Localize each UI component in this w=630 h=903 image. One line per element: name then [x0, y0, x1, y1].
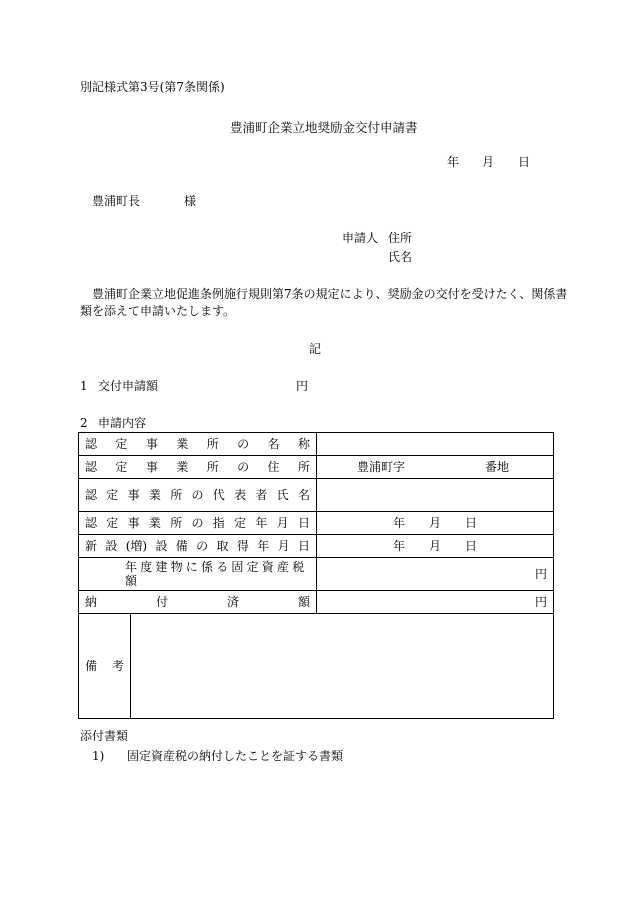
application-table [78, 432, 554, 719]
designation-day: 日 [465, 516, 478, 530]
row-label-representative: 認 定 事 業 所 の 代 表 者 氏 名 [79, 479, 317, 512]
facility-name-value[interactable] [317, 433, 554, 456]
row-label-acquisition-date: 新 設 (増) 設 備 の 取 得 年 月 日 [79, 535, 317, 558]
designation-month: 月 [429, 516, 442, 530]
address-town-label: 豊浦町字 [357, 460, 406, 474]
table-row [79, 535, 554, 558]
paid-amount-value[interactable] [317, 591, 554, 614]
table-row [79, 479, 554, 512]
item1-number: 1 [80, 379, 88, 393]
date-day: 日 [518, 155, 531, 169]
date-month: 月 [482, 155, 495, 169]
form-number: 別記様式第3号(第7条関係) [80, 80, 225, 94]
applicant-address-label: 住所 [388, 231, 413, 245]
row-label-designation-date: 認 定 事 業 所 の 指 定 年 月 日 [79, 512, 317, 535]
row-label-remarks: 備 考 [79, 614, 131, 719]
date-year: 年 [447, 155, 460, 169]
remarks-value[interactable] [131, 614, 554, 719]
applicant-label: 申請人 [342, 231, 379, 245]
ki-heading: 記 [309, 342, 322, 356]
representative-value[interactable] [317, 479, 554, 512]
row-label-facility-address: 認 定 事 業 所 の 住 所 [79, 456, 317, 479]
table-row [79, 558, 554, 591]
row-label-paid-amount: 納 付 済 額 [79, 591, 317, 614]
addressee-honorific: 様 [184, 194, 197, 208]
item2-number: 2 [80, 416, 88, 430]
body-text-line2: 類を添えて申請いたします。 [80, 304, 236, 318]
table-row [79, 512, 554, 535]
table-row [79, 456, 554, 479]
table-row [79, 614, 554, 719]
property-tax-unit: 円 [534, 567, 547, 581]
item2-label: 申請内容 [98, 416, 147, 430]
paid-amount-unit: 円 [534, 595, 547, 609]
applicant-name-label: 氏名 [388, 250, 413, 264]
item1-label: 交付申請額 [98, 379, 159, 393]
table-row [79, 591, 554, 614]
addressee-name: 豊浦町長 [92, 194, 141, 208]
acquisition-date-value[interactable] [317, 535, 554, 558]
page-title: 豊浦町企業立地奨励金交付申請書 [230, 120, 418, 135]
designation-year: 年 [393, 516, 406, 530]
attachment-item-number: 1) [92, 749, 105, 763]
row-label-facility-name: 認 定 事 業 所 の 名 称 [79, 433, 317, 456]
item1-unit: 円 [296, 379, 309, 393]
acquisition-day: 日 [465, 539, 478, 553]
attachments-heading: 添付書類 [80, 729, 129, 743]
property-tax-value[interactable] [317, 558, 554, 591]
designation-date-value[interactable] [317, 512, 554, 535]
acquisition-year: 年 [393, 539, 406, 553]
row-label-property-tax [79, 558, 317, 591]
facility-address-value[interactable] [317, 456, 554, 479]
attachment-item-text: 固定資産税の納付したことを証する書類 [127, 749, 344, 763]
acquisition-month: 月 [429, 539, 442, 553]
body-text-line1: 豊浦町企業立地促進条例施行規則第7条の規定により、奨励金の交付を受けたく、関係書 [92, 287, 568, 301]
property-tax-label: 年度建物に係る固定資産税額 [125, 560, 308, 588]
address-lot-label: 番地 [485, 460, 510, 474]
table-row [79, 433, 554, 456]
